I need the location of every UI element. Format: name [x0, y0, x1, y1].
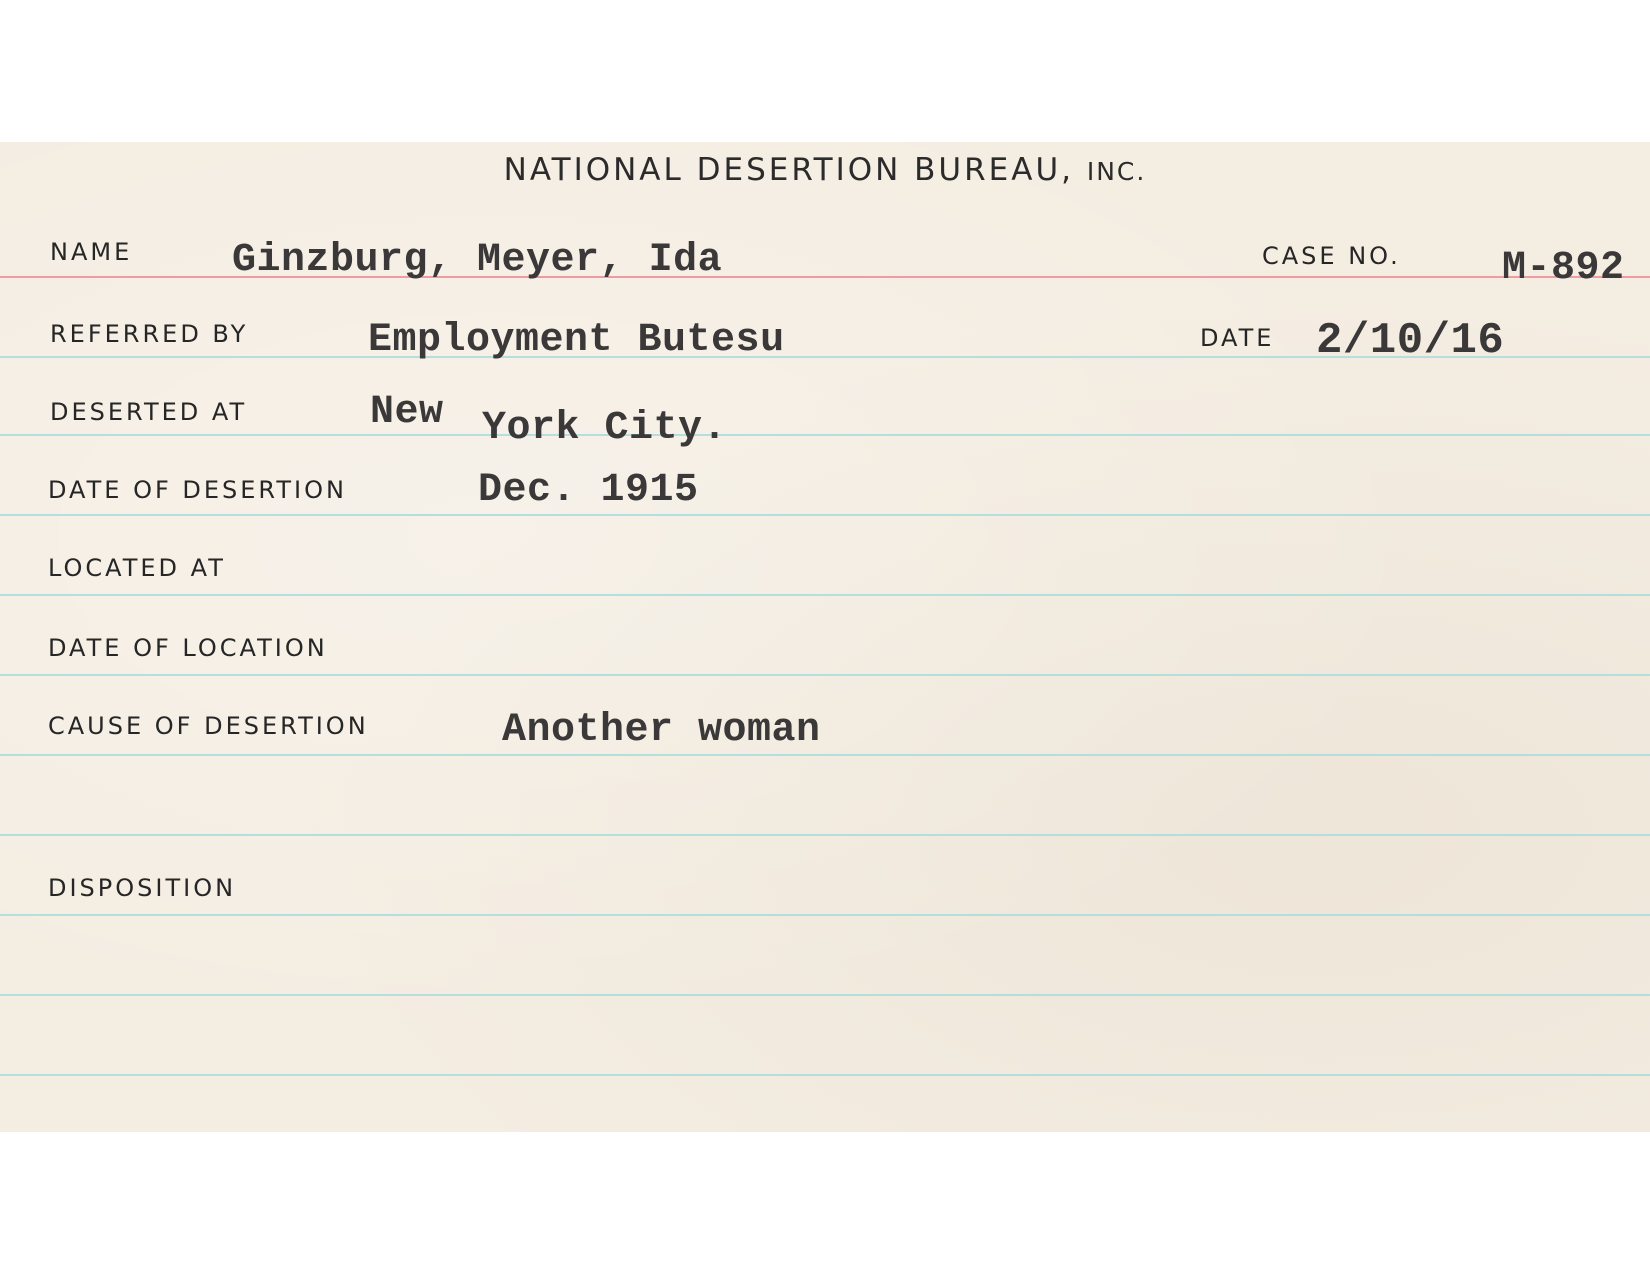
label-date-of-desertion: DATE OF DESERTION: [48, 476, 347, 504]
value-referred-by: Employment Butesu: [368, 318, 785, 363]
label-date-of-location: DATE OF LOCATION: [48, 634, 328, 662]
label-disposition: DISPOSITION: [48, 874, 237, 902]
heading-main: NATIONAL DESERTION BUREAU,: [503, 152, 1074, 188]
label-referred-by: REFERRED BY: [50, 320, 249, 348]
heading-suffix: INC.: [1086, 157, 1147, 186]
blue-rule: [0, 754, 1650, 756]
card-heading: [0, 152, 1650, 188]
label-name: NAME: [50, 238, 133, 266]
value-cause-of-desertion: Another woman: [502, 708, 821, 753]
label-date: DATE: [1200, 324, 1275, 352]
label-deserted-at: DESERTED AT: [50, 398, 248, 426]
blue-rule: [0, 1074, 1650, 1076]
blue-rule: [0, 914, 1650, 916]
index-card: [0, 142, 1650, 1132]
label-located-at: LOCATED AT: [48, 554, 226, 582]
blue-rule: [0, 434, 1650, 436]
blue-rule: [0, 594, 1650, 596]
blue-rule: [0, 834, 1650, 836]
value-deserted-at-2: York City.: [482, 406, 728, 451]
blue-rule: [0, 514, 1650, 516]
value-date: 2/10/16: [1316, 316, 1505, 366]
value-case-no: M-892: [1502, 246, 1625, 291]
blue-rule: [0, 674, 1650, 676]
label-cause-of-desertion: CAUSE OF DESERTION: [48, 712, 369, 740]
value-date-of-desertion: Dec. 1915: [478, 468, 699, 513]
label-case-no: CASE NO.: [1262, 242, 1401, 270]
value-deserted-at-1: New: [370, 390, 444, 435]
value-name: Ginzburg, Meyer, Ida: [232, 238, 723, 283]
blue-rule: [0, 994, 1650, 996]
